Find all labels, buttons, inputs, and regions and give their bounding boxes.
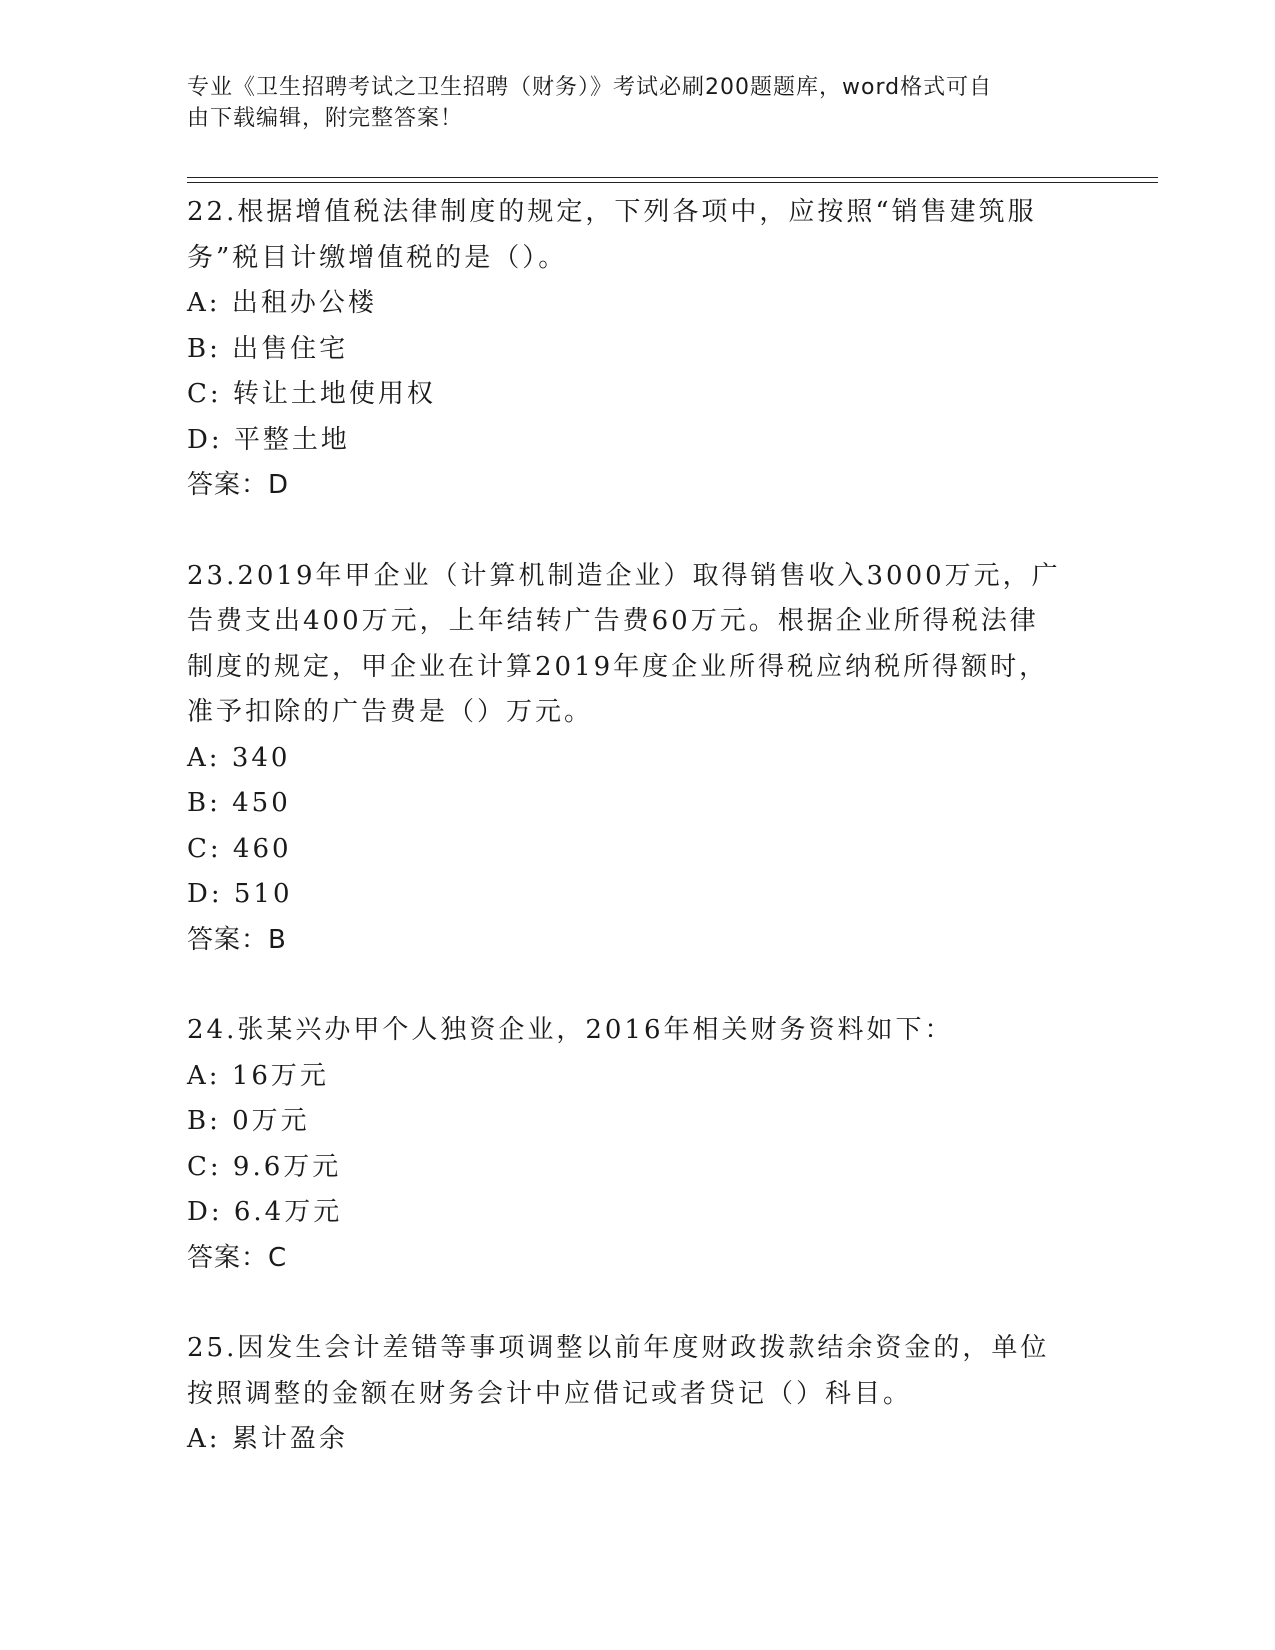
header-line-1: 专业《卫生招聘考试之卫生招聘（财务）》考试必刷200题题库，word格式可自 xyxy=(187,75,993,100)
option-d xyxy=(187,1190,1087,1236)
answer: 答案：B xyxy=(187,924,287,955)
option-text: 出售住宅 xyxy=(232,333,349,364)
option-letter: B: xyxy=(187,333,221,364)
option-letter: B: xyxy=(187,1106,221,1136)
option-letter: B: xyxy=(187,788,221,818)
option-text: 340 xyxy=(231,742,291,773)
option-d xyxy=(187,872,1087,918)
header-line-2: 由下载编辑，附完整答案！ xyxy=(187,106,464,131)
header-divider-top xyxy=(187,177,1158,178)
spacer xyxy=(187,1281,1087,1326)
option-letter: D: xyxy=(187,424,223,455)
option-letter: C: xyxy=(187,1151,222,1182)
header-divider-bottom xyxy=(187,182,1158,183)
option-text: 510 xyxy=(233,879,293,909)
question-text: 24.张某兴办甲个人独资企业，2016年相关财务资料如下： xyxy=(187,1015,954,1045)
spacer xyxy=(187,509,1087,554)
option-a xyxy=(187,281,1087,327)
option-a xyxy=(187,1417,1087,1463)
option-b xyxy=(187,781,1087,827)
spacer xyxy=(187,963,1087,1008)
option-text: 450 xyxy=(232,788,291,818)
option-text: 6.4万元 xyxy=(233,1197,343,1227)
question-22 xyxy=(187,190,1087,509)
question-text: 23.2019年甲企业（计算机制造企业）取得销售收入3000万元，广告费支出400万元，上年结转广告费60万元。根据企业所得税法律制度的规定，甲企业在计算2019年度企业所得税应纳税所得额时，准予扣除的广告费是（）万元。 xyxy=(187,560,1061,727)
option-text: 出租办公楼 xyxy=(231,288,377,318)
option-a xyxy=(187,1054,1087,1100)
option-text: 0万元 xyxy=(232,1106,310,1136)
option-text: 9.6万元 xyxy=(232,1151,342,1182)
option-letter: A: xyxy=(187,742,221,773)
option-text: 16万元 xyxy=(231,1060,329,1091)
option-letter: D: xyxy=(187,1197,223,1227)
question-list xyxy=(187,190,1087,1463)
option-c xyxy=(187,372,1087,418)
option-b xyxy=(187,327,1087,373)
option-text: 转让土地使用权 xyxy=(232,379,436,409)
option-a xyxy=(187,736,1087,782)
question-25 xyxy=(187,1326,1087,1463)
option-text: 累计盈余 xyxy=(231,1424,348,1454)
question-23 xyxy=(187,554,1087,964)
option-c xyxy=(187,827,1087,873)
option-letter: C: xyxy=(187,833,222,864)
answer: 答案：C xyxy=(187,1242,288,1273)
option-letter: D: xyxy=(187,879,223,909)
option-text: 平整土地 xyxy=(233,424,350,455)
question-text: 22.根据增值税法律制度的规定，下列各项中，应按照“销售建筑服务”税目计缴增值税的是（）。 xyxy=(187,197,1037,273)
option-letter: A: xyxy=(187,288,221,318)
option-text: 460 xyxy=(232,833,292,864)
option-d xyxy=(187,418,1087,464)
question-24 xyxy=(187,1008,1087,1281)
option-letter: A: xyxy=(187,1060,221,1091)
answer: 答案：D xyxy=(187,470,290,500)
option-c xyxy=(187,1145,1087,1191)
option-b xyxy=(187,1099,1087,1145)
document-header xyxy=(187,72,1087,134)
option-letter: C: xyxy=(187,379,222,409)
question-text: 25.因发生会计差错等事项调整以前年度财政拨款结余资金的，单位按照调整的金额在财务会计中应借记或者贷记（）科目。 xyxy=(187,1333,1050,1409)
option-letter: A: xyxy=(187,1424,221,1454)
